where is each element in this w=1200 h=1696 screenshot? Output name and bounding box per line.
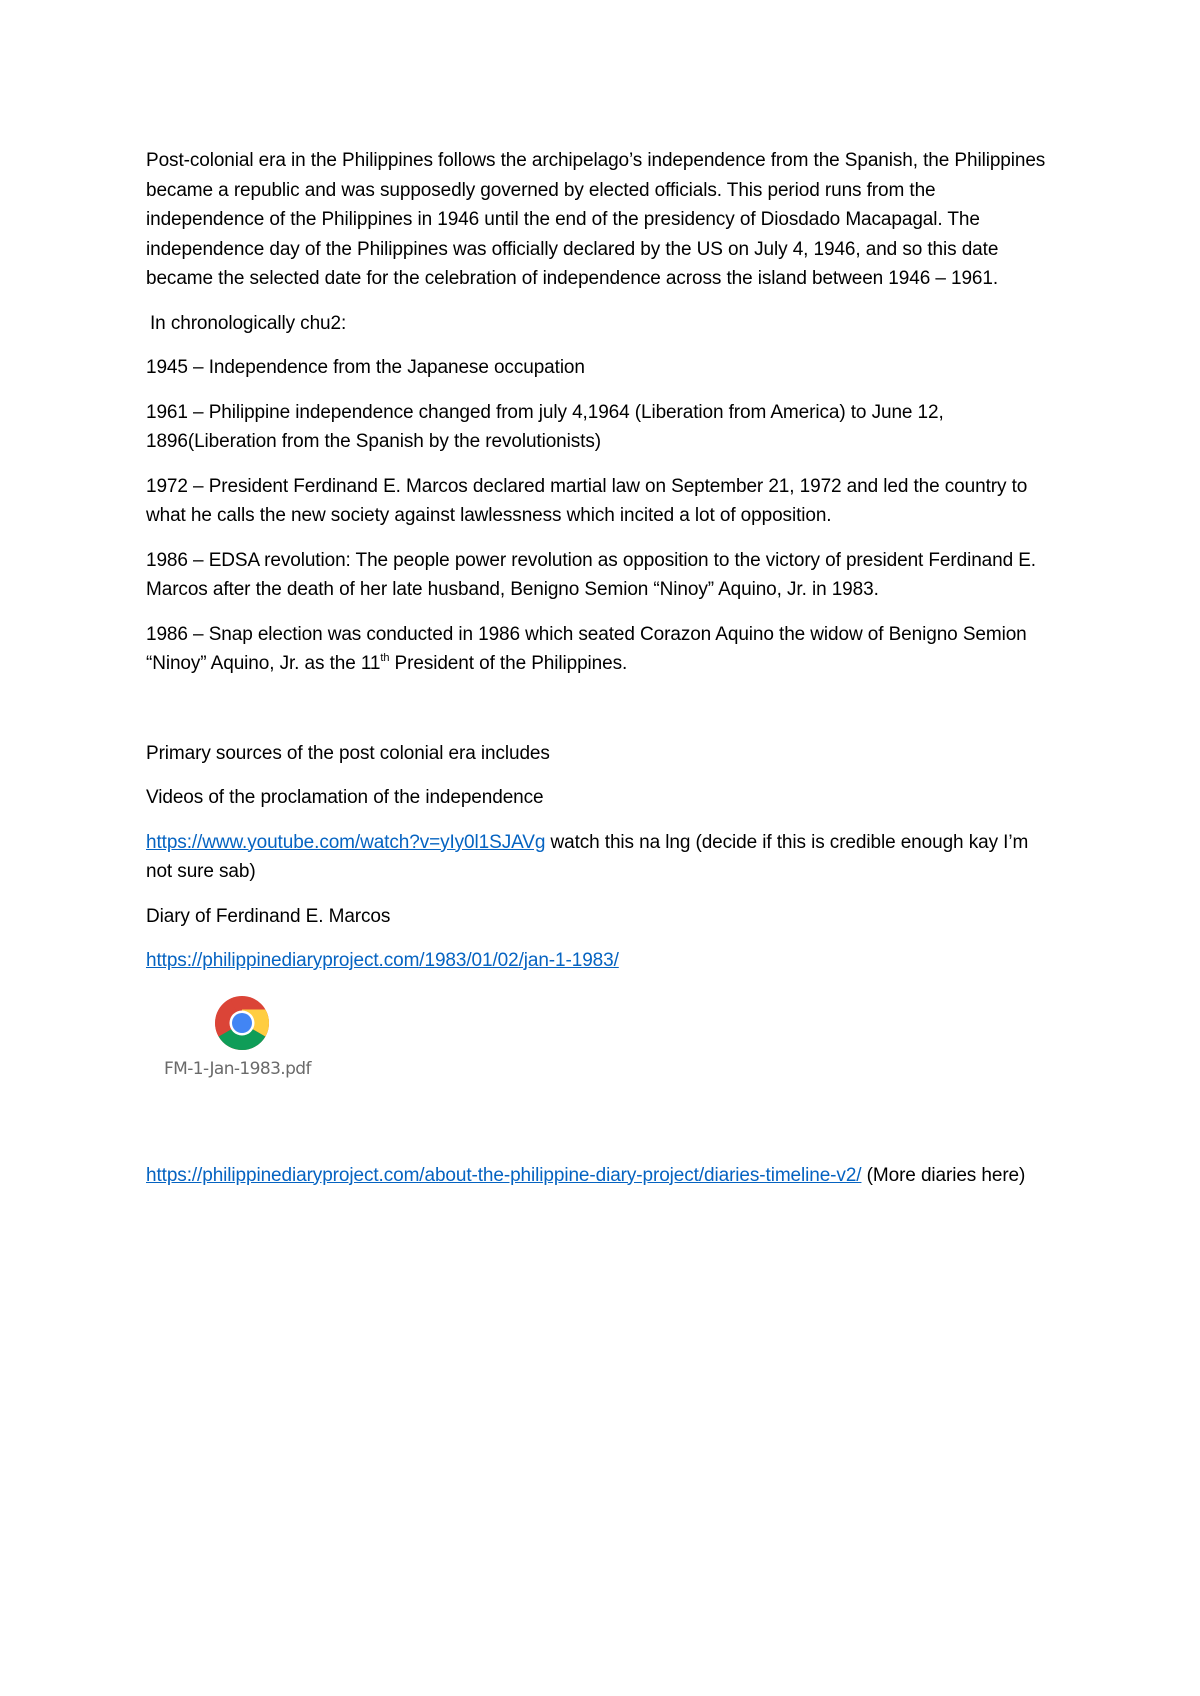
pdf-attachment[interactable]	[146, 991, 326, 1091]
more-diaries-link[interactable]: https://philippinediaryproject.com/about-the-philippine-diary-project/diaries-timeline-v2/	[146, 1164, 862, 1186]
paragraph-spacer	[146, 694, 1056, 739]
ordinal-superscript: th	[380, 652, 390, 664]
chrome-icon	[214, 995, 270, 1051]
chronology-heading: In chronologically chu2:	[150, 312, 347, 334]
diary-link[interactable]: https://philippinediaryproject.com/1983/01/02/jan-1-1983/	[146, 950, 619, 971]
snap-election-text: 1986 – Snap election was conducted in 1986 which seated Corazon Aquino the widow of Benigno Semion “Ninoy” Aquino, Jr. as the 11	[146, 623, 1027, 674]
attachment-filename: FM-1-Jan-1983.pdf	[164, 1058, 311, 1079]
more-diaries-note: (More diaries here)	[861, 1164, 1026, 1186]
snap-election-text-end: President of the Philippines.	[389, 653, 628, 674]
intro-paragraph: Post-colonial era in the Philippines follows the archipelago’s independence from the Spanish, the Philippines became a republic and was supposedly governed by elected officials. This period runs from the independence of the Philippines in 1946 until the end of the presidency of Diosdado Macapagal. The independence day of the Philippines was officially declared by the US on July 4, 1946, and so this date became the selected date for the celebration of independence across the island between 1946 – 1961.	[146, 150, 1046, 289]
timeline-entry-1961: 1961 – Philippine independence changed from july 4,1964 (Liberation from America) to June 12, 1896(Liberation from the Spanish by the revolutionists)	[146, 401, 944, 452]
youtube-paragraph	[146, 828, 1056, 887]
timeline-entry-1972: 1972 – President Ferdinand E. Marcos declared martial law on September 21, 1972 and led the country to what he calls the new society against lawlessness which incited a lot of opposition.	[146, 475, 1028, 526]
primary-sources-heading: Primary sources of the post colonial era includes	[146, 742, 550, 764]
youtube-note: watch this na lng (decide if this is credible enough kay I’m not sure sab)	[146, 831, 1029, 882]
diary-label: Diary of Ferdinand E. Marcos	[146, 905, 391, 927]
videos-label: Videos of the proclamation of the independence	[146, 787, 544, 808]
document-body	[146, 146, 1056, 1205]
diary-link-paragraph	[146, 946, 1056, 976]
timeline-entry-1945: 1945 – Independence from the Japanese occupation	[146, 357, 585, 378]
more-diaries-paragraph	[146, 1161, 1056, 1191]
timeline-entry-1986-snap-election	[146, 620, 1056, 679]
youtube-link[interactable]: https://www.youtube.com/watch?v=yIy0l1SJAVg	[146, 831, 546, 853]
timeline-entry-1986-edsa: 1986 – EDSA revolution: The people power revolution as opposition to the victory of president Ferdinand E. Marcos after the death of her late husband, Benigno Semion “Ninoy” Aquino, Jr. in 1983.	[146, 549, 1036, 600]
